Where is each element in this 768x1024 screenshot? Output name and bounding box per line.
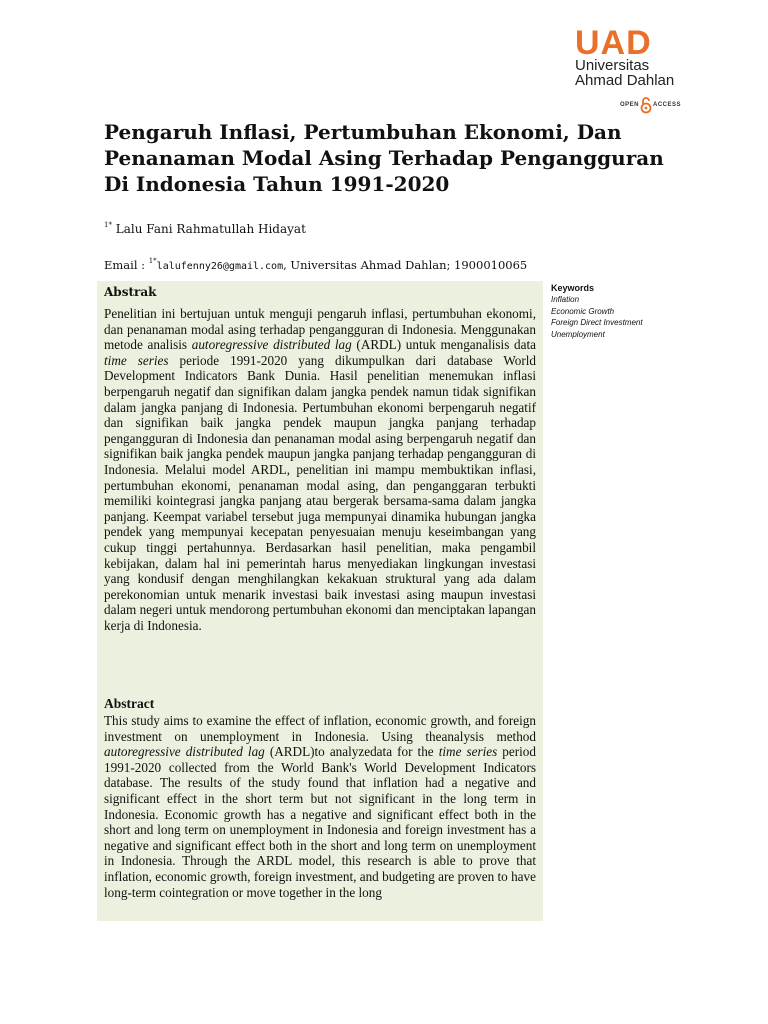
- abstrak-heading: Abstrak: [104, 285, 157, 299]
- open-lock-icon: [640, 96, 652, 114]
- email-affiliation: , Universitas Ahmad Dahlan; 1900010065: [283, 258, 528, 272]
- logo-mark: UAD: [575, 24, 652, 62]
- author-line: [104, 221, 306, 236]
- abstrak-text-part-1: Penelitian ini bertujuan untuk menguji pengaruh inflasi, pertumbuhan ekonomi, dan penanaman modal asing terhadap pengangguran di Indonesia. Menggunakan metode analisis: [104, 306, 536, 353]
- abstrak-text: [104, 306, 536, 633]
- open-access-badge: [620, 96, 681, 114]
- keyword-item: Foreign Direct Investment: [551, 318, 643, 327]
- email-line: [104, 257, 527, 272]
- abstract-text-italic-1: autoregressive distributed lag: [104, 744, 265, 760]
- keywords-heading: Keywords: [551, 283, 595, 293]
- university-logo: [575, 24, 725, 89]
- email-label: Email :: [104, 258, 149, 272]
- keyword-item: Economic Growth: [551, 306, 615, 316]
- paper-title: Pengaruh Inflasi, Pertumbuhan Ekonomi, Dan Penanaman Modal Asing Terhadap Pengangguran Di Indonesia Tahun 1991-2020: [104, 120, 664, 196]
- email-marker: 1*: [148, 257, 157, 265]
- open-access-right-text: ACCESS: [653, 102, 682, 108]
- open-access-left-text: OPEN: [620, 102, 640, 108]
- abstract-text-part-2: (ARDL)to analyzedata for the: [264, 744, 439, 760]
- logo-line-2: Ahmad Dahlan: [575, 72, 675, 89]
- abstract-text-part-1: This study aims to examine the effect of inflation, economic growth, and foreign investment on unemployment in Indonesia. Using theanalysis method: [104, 713, 536, 744]
- abstract-text-part-3: period 1991-2020 collected from the World Bank's World Development Indicators database. The results of the study found that inflation had a negative and significant effect in the short term but not significant in the long term in Indonesia. Economic growth has a negative and significant effect both in the short and long term on unemployment in Indonesia and foreign investment has a negative and significant effect both in the short and long term on unemployment in Indonesia. Through the ARDL model, this research is able to prove that inflation, economic growth, foreign investment, and budgeting are proven to have long-term cointegration or move together in the long: [104, 744, 536, 900]
- logo-line-1: Universitas: [575, 57, 650, 74]
- keywords-panel: [551, 283, 711, 340]
- keyword-item: Inflation: [551, 295, 580, 304]
- abstract-text: [104, 713, 536, 900]
- author-name: Lalu Fani Rahmatullah Hidayat: [115, 222, 306, 236]
- abstract-text-italic-2: time series: [438, 744, 498, 760]
- abstrak-text-part-3: periode 1991-2020 yang dikumpulkan dari database World Development Indicators Bank Dunia. Hasil penelitian menemukan inflasi berpengaruh negatif dan signifikan dalam jangka pendek namun tidak signifikan dalam jangka panjang di Indonesia. Pertumbuhan ekonomi berpengaruh negatif dan signifikan baik jangka pendek maupun jangka panjang terhadap pengangguran di Indonesia dan penanaman modal asing berpengaruh negatif dan signifikan baik jangka pendek maupun jangka panjang terhadap pengangguran di Indonesia. Melalui model ARDL, penelitian ini mampu membuktikan inflasi, pertumbuhan ekonomi, penanaman modal asing, dan penganggaran terbukti memiliki kointegrasi jangka panjang atau bergerak bersama-sama dalam jangka panjang. Keempat variabel tersebut juga mempunyai dinamika hubungan jangka pendek yang mempunyai kecepatan penyesuaian menuju keseimbangan yang cukup tinggi pertahunnya. Berdasarkan hasil penelitian, maka pengambil kebijakan, dalam hal ini pemerintah harus menyediakan lingkungan investasi yang kondusif dengan menghilangkan kekakuan struktural yang ada dalam perekonomian untuk menarik investasi baik investasi asing maupun investasi dalam negeri untuk mendorong pertumbuhan ekonomi dan menciptakan lapangan kerja di Indonesia.: [104, 352, 536, 633]
- abstrak-text-italic-1: autoregressive distributed lag: [191, 337, 352, 353]
- abstrak-text-italic-2: time series: [104, 352, 169, 368]
- abstract-heading: Abstract: [104, 696, 155, 711]
- keyword-item: Unemployment: [551, 329, 605, 339]
- abstrak-text-part-2: (ARDL) untuk menganalisis data: [351, 337, 536, 353]
- author-marker: 1*: [104, 221, 112, 229]
- email-address: lalufenny26@gmail.com: [156, 261, 284, 272]
